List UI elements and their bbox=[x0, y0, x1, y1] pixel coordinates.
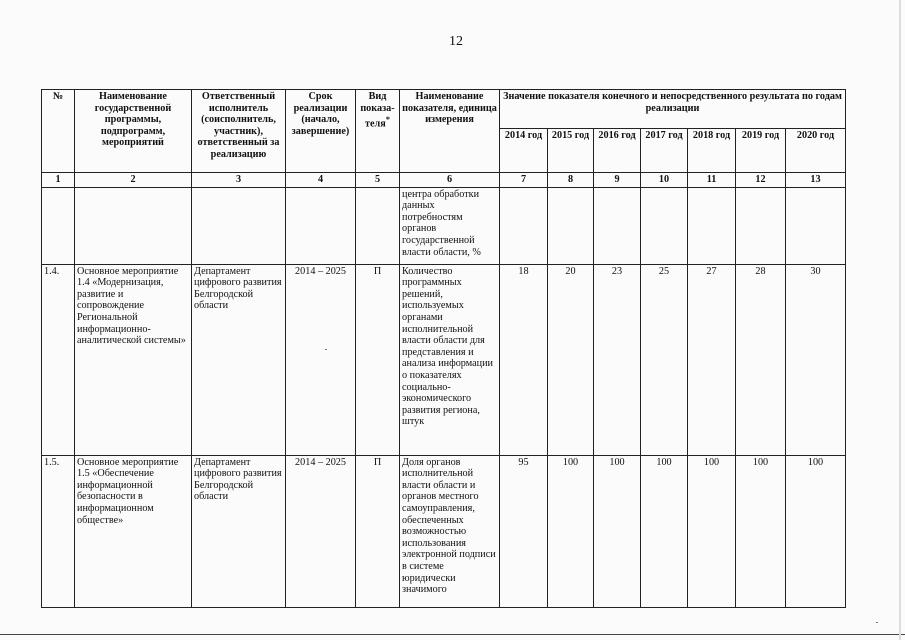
row-indicator: Доля органов исполнительной власти области и органов местного самоуправления, обеспеченных возможностью использования электронной подписи в системе юридически значимого bbox=[400, 455, 500, 607]
row-indicator: центра обработки данных потребностям органов государственной власти области, % bbox=[400, 187, 500, 264]
row-type: П bbox=[356, 264, 400, 455]
column-number: 10 bbox=[641, 173, 688, 188]
table-row bbox=[42, 455, 846, 607]
row-no: 1.4. bbox=[42, 264, 75, 455]
column-number: 7 bbox=[500, 173, 548, 188]
scan-speck bbox=[876, 622, 878, 623]
row-value: 100 bbox=[688, 455, 736, 607]
row-no: 1.5. bbox=[42, 455, 75, 607]
row-period: 2014 – 2025 bbox=[286, 264, 356, 455]
column-number: 4 bbox=[286, 173, 356, 188]
row-value: 30 bbox=[786, 264, 846, 455]
row-value: 100 bbox=[548, 455, 594, 607]
row-name bbox=[75, 187, 192, 264]
header-no: № bbox=[42, 90, 75, 173]
row-value: 18 bbox=[500, 264, 548, 455]
row-value: 100 bbox=[641, 455, 688, 607]
header-year: 2018 год bbox=[688, 129, 736, 173]
page-number: 12 bbox=[449, 34, 463, 49]
column-number: 5 bbox=[356, 173, 400, 188]
row-no bbox=[42, 187, 75, 264]
header-period: Срок реализации (начало, завершение) bbox=[286, 90, 356, 173]
header-executor: Ответственный исполнитель (соисполнитель, участник), ответственный за реализацию bbox=[192, 90, 286, 173]
row-value bbox=[548, 187, 594, 264]
row-executor bbox=[192, 187, 286, 264]
row-value: 95 bbox=[500, 455, 548, 607]
scan-edge-shadow bbox=[899, 0, 901, 640]
row-value: 28 bbox=[736, 264, 786, 455]
row-value: 25 bbox=[641, 264, 688, 455]
table-row bbox=[42, 264, 846, 455]
row-value: 100 bbox=[786, 455, 846, 607]
row-value bbox=[736, 187, 786, 264]
column-number: 9 bbox=[594, 173, 641, 188]
scan-edge-line bbox=[0, 634, 905, 635]
row-period bbox=[286, 187, 356, 264]
row-indicator: Количество программных решений, используемых органами исполнительной власти области для представления и анализа информации о показателях социально-экономического развития региона, штук bbox=[400, 264, 500, 455]
row-executor: Департамент цифрового развития Белгородской области bbox=[192, 455, 286, 607]
header-values: Значение показателя конечного и непосредственного результата по годам реализации bbox=[500, 90, 846, 129]
row-value: 100 bbox=[594, 455, 641, 607]
row-period: 2014 – 2025 bbox=[286, 455, 356, 607]
row-name: Основное мероприятие 1.5 «Обеспечение информационной безопасности в информационном обществе» bbox=[75, 455, 192, 607]
header-year: 2016 год bbox=[594, 129, 641, 173]
header-indicator: Наименование показателя, единица измерения bbox=[400, 90, 500, 173]
row-value bbox=[500, 187, 548, 264]
column-number: 3 bbox=[192, 173, 286, 188]
header-type-label: Вид показа-теля bbox=[360, 91, 395, 130]
header-name: Наименование государственной программы, подпрограмм, мероприятий bbox=[75, 90, 192, 173]
row-value: 23 bbox=[594, 264, 641, 455]
indicators-table bbox=[41, 89, 846, 608]
row-value: 27 bbox=[688, 264, 736, 455]
column-number: 12 bbox=[736, 173, 786, 188]
row-name: Основное мероприятие 1.4 «Модернизация, развитие и сопровождение Региональной информационно-аналитической системы» bbox=[75, 264, 192, 455]
column-number: 8 bbox=[548, 173, 594, 188]
header-year: 2015 год bbox=[548, 129, 594, 173]
table-row bbox=[42, 187, 846, 264]
row-executor: Департамент цифрового развития Белгородской области bbox=[192, 264, 286, 455]
column-number: 13 bbox=[786, 173, 846, 188]
header-type bbox=[356, 90, 400, 173]
header-year: 2020 год bbox=[786, 129, 846, 173]
row-value bbox=[594, 187, 641, 264]
column-number: 1 bbox=[42, 173, 75, 188]
column-number: 6 bbox=[400, 173, 500, 188]
header-year: 2014 год bbox=[500, 129, 548, 173]
header-year: 2019 год bbox=[736, 129, 786, 173]
header-year: 2017 год bbox=[641, 129, 688, 173]
row-value bbox=[688, 187, 736, 264]
row-value bbox=[641, 187, 688, 264]
row-value bbox=[786, 187, 846, 264]
row-type: П bbox=[356, 455, 400, 607]
row-value: 20 bbox=[548, 264, 594, 455]
header-type-footnote: * bbox=[385, 114, 390, 125]
scan-speck bbox=[325, 349, 327, 350]
row-type bbox=[356, 187, 400, 264]
column-number: 2 bbox=[75, 173, 192, 188]
row-value: 100 bbox=[736, 455, 786, 607]
column-number: 11 bbox=[688, 173, 736, 188]
